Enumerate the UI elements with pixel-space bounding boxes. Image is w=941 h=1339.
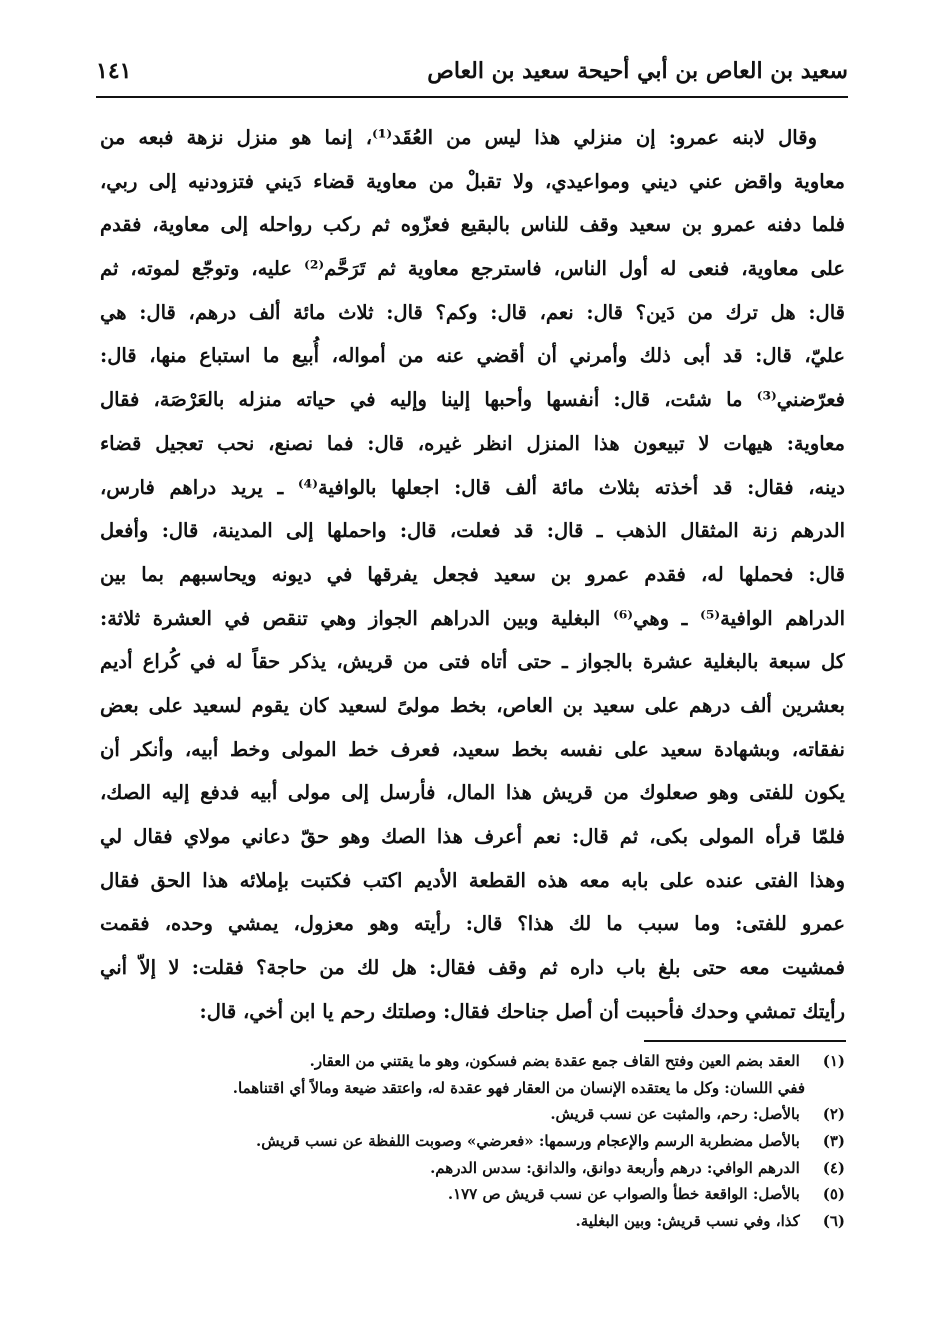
footnote	[150, 1155, 845, 1182]
footnote-number: (١)	[822, 1052, 845, 1070]
text-line: نفقاته، وبشهادة سعيد على نفسه بخط سعيد، فعرف خط المولى وخط أبيه، وأنكر أن	[100, 737, 845, 761]
footnote-number: (٢)	[822, 1105, 845, 1124]
footnote-text: الدرهم الوافي: درهم وأربعة دوانق، والدانق: سدس الدرهم.	[430, 1158, 800, 1177]
footnote-text: العقد بضم العين وفتح القاف جمع عقدة بضم فسكون، وهو ما يقتني من العقار.	[309, 1052, 800, 1070]
text-line: قال: فحملها له، فقدم عمرو بن سعيد فجعل يفرقها في ديونه ويحاسبهم بما بين	[100, 562, 845, 586]
footnote-number: (٥)	[822, 1185, 845, 1204]
text-line: بعشرين ألف درهم على سعيد بن العاص، بخط مولىً لسعيد كان يقوم لسعيد على بعض	[100, 693, 845, 717]
footnote-rule	[644, 1040, 846, 1042]
footnote-text: بالأصل: الواقعة خطأ والصواب عن نسب قريش ص ١٧٧.	[447, 1185, 800, 1204]
footnote	[150, 1208, 845, 1235]
footnote-number: (٣)	[822, 1132, 845, 1151]
footnotes	[150, 1048, 845, 1235]
text-line: معاوية واقض عني ديني ومواعيدي، ولا تقبلْ من معاوية قضاء دَيني فتزودنيه إلى ربي،	[100, 169, 845, 193]
text-line: وقال لابنه عمرو: إن منزلي هذا ليس من العُقَد⁽¹⁾، إنما هو منزل نزهة فبعه من	[100, 126, 817, 149]
text-line: عليّ، قال: قد أبى ذلك وأمرني أن أقضي عنه من أمواله، أُبيع ما استباع منها، قال:	[100, 344, 845, 368]
text-line: دينه، فقال: قد أخذته بثلاث مائة ألف قال: اجعلها بالوافية⁽⁴⁾ ـ يريد دراهم فارس،	[100, 475, 845, 499]
text-line: وهذا الفتى عنده على بابه معه هذه القطعة الأديم اكتب فكتبت بإملائه هذا الحق فقال	[100, 868, 845, 892]
footnote-text: كذا، وفي نسب قريش: وبين البغلية.	[575, 1212, 800, 1231]
footnote-text: بالأصل: رحم، والمثبت عن نسب قريش.	[550, 1105, 800, 1124]
running-header	[96, 58, 848, 94]
text-line: فلمّا قرأه المولى بكى، ثم قال: نعم أعرف هذا الصك وهو حقّ دعاني مولاي فقال لي	[100, 825, 845, 848]
footnote	[150, 1101, 845, 1128]
footnote	[150, 1048, 845, 1075]
header-rule	[96, 96, 848, 98]
footnote-text: ففي اللسان: وكل ما يعتقده الإنسان من العقار فهو عقدة له، واعتقد ضيعة ومالاً أي اقتناهما.	[232, 1078, 805, 1097]
footnote-continuation	[150, 1075, 845, 1102]
footnote	[150, 1181, 845, 1208]
text-line: كل سبعة بالبغلية عشرة بالجواز ـ حتى أتاه فتى من قريش، يذكر حقاً له في كُراع أديم	[100, 650, 845, 674]
text-line: معاوية: هيهات لا تبيعون هذا المنزل انظر غيره، قال: فما نصنع، نحب تعجيل قضاء	[100, 431, 845, 455]
text-line: فلما دفنه عمرو بن سعيد وقف للناس بالبقيع فعزّوه ثم ركب رواحله إلى معاوية، فقدم	[100, 213, 845, 237]
running-title: سعيد بن العاص بن أبي أحيحة سعيد بن العاص	[427, 58, 848, 84]
text-line: عمرو للفتى: وما سبب ما لك هذا؟ قال: رأيته وهو معزول، يمشي وحده، فقمت	[100, 912, 845, 936]
text-line: الدراهم الوافية⁽⁵⁾ ـ وهي⁽⁶⁾ البغلية وبين الدراهم الجواز وهي تنقص في العشرة ثلاثة:	[100, 606, 845, 630]
footnote-number: (٦)	[822, 1212, 845, 1231]
text-line: الدرهم زنة المثقال الذهب ـ قال: قد فعلت، قال: واحملها إلى المدينة، قال: وأفعل	[100, 519, 845, 543]
footnote	[150, 1128, 845, 1155]
text-line: على معاوية، فنعى له أول الناس، فاسترجع معاوية ثم تَرَحَّم⁽²⁾ عليه، وتوجّع لموته، ثم	[100, 257, 845, 281]
text-line: فمشيت معه حتى بلغ باب داره ثم وقف فقال: هل لك من حاجة؟ فقلت: لا إلاّ أني	[100, 956, 845, 980]
main-text	[100, 116, 845, 1033]
text-line: قال: هل ترك من دَين؟ قال: نعم، قال: وكم؟ قال: ثلاث مائة ألف درهم، قال: هي	[100, 300, 845, 324]
footnote-text: بالأصل مضطربة الرسم والإعجام ورسمها: «فعرضي» وصوبت اللفظة عن نسب قريش.	[255, 1132, 800, 1151]
text-line: رأيتك تمشي وحدك فأحببت أن أصل جناحك فقال: وصلتك رحم يا ابن أخي، قال:	[199, 999, 845, 1023]
footnote-number: (٤)	[822, 1158, 845, 1177]
text-line: يكون للفتى وهو صعلوك من قريش هذا المال، فأرسل إلى مولى أبيه فدفع إليه الصك،	[100, 781, 845, 805]
page-number: ١٤١	[96, 58, 132, 84]
text-line: فعرّضني⁽³⁾ ما شئت، قال: أنفسها وأحبها إلينا وإليه في حياته منزله بالعَرْصَة، فقال	[100, 388, 845, 412]
